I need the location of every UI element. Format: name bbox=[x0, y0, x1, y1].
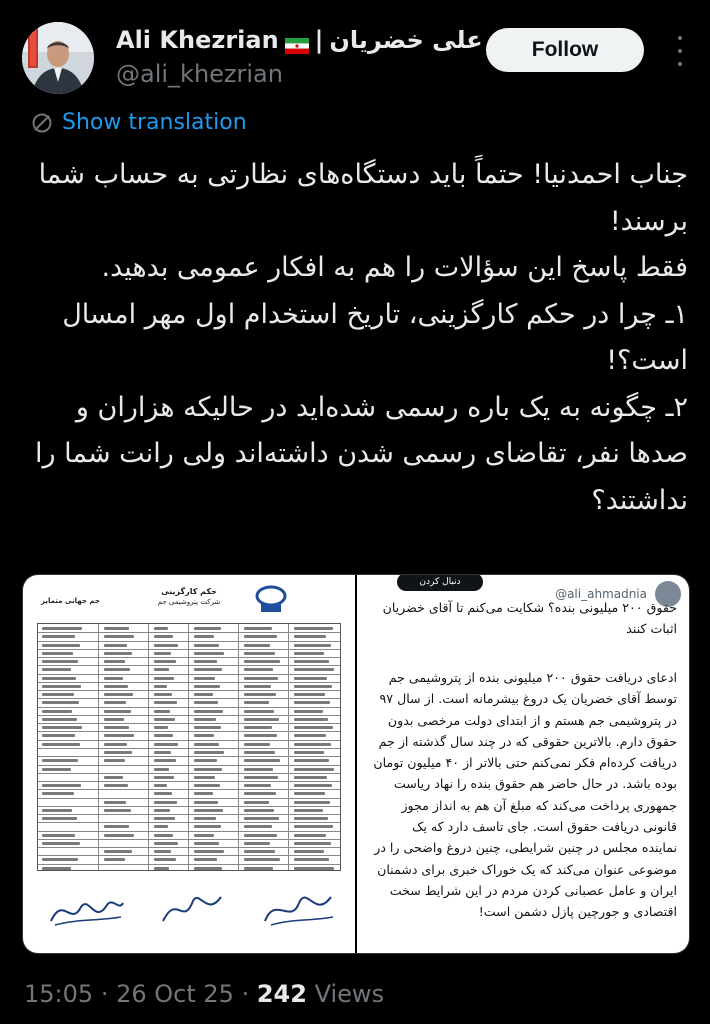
table-cell-text bbox=[194, 776, 215, 779]
document-table bbox=[37, 623, 341, 871]
table-cell-text bbox=[194, 784, 220, 787]
table-cell-text bbox=[294, 701, 330, 704]
table-cell-text bbox=[294, 644, 331, 647]
table-cell-text bbox=[294, 677, 327, 680]
show-translation-label[interactable]: Show translation bbox=[62, 110, 247, 135]
table-cell-text bbox=[194, 825, 221, 828]
table-cell-text bbox=[42, 660, 78, 663]
table-cell-text bbox=[42, 817, 77, 820]
table-cell-text bbox=[154, 668, 169, 671]
table-cell-text bbox=[154, 801, 177, 804]
table-cell-text bbox=[194, 718, 216, 721]
table-cell-text bbox=[42, 867, 71, 870]
table-cell-text bbox=[294, 867, 334, 870]
table-cell-text bbox=[154, 652, 171, 655]
table-cell-text bbox=[104, 685, 128, 688]
table-cell-text bbox=[194, 726, 221, 729]
table-rule bbox=[38, 773, 340, 774]
table-cell-text bbox=[244, 801, 269, 804]
table-cell-text bbox=[244, 825, 272, 828]
table-cell-text bbox=[244, 685, 271, 688]
table-rule bbox=[288, 624, 289, 870]
document-title: حکم کارگزینی bbox=[161, 587, 217, 596]
tweet-media[interactable] bbox=[22, 574, 690, 954]
views-label: Views bbox=[314, 980, 385, 1008]
table-rule bbox=[38, 715, 340, 716]
table-cell-text bbox=[194, 842, 219, 845]
table-cell-text bbox=[194, 751, 224, 754]
tweet-date[interactable]: 26 Oct 25 bbox=[116, 980, 234, 1008]
table-cell-text bbox=[194, 627, 221, 630]
table-rule bbox=[38, 806, 340, 807]
table-cell-text bbox=[154, 834, 173, 837]
table-cell-text bbox=[154, 858, 176, 861]
table-cell-text bbox=[104, 743, 127, 746]
table-cell-text bbox=[244, 710, 274, 713]
table-rule bbox=[38, 847, 340, 848]
table-cell-text bbox=[104, 858, 125, 861]
table-cell-text bbox=[42, 743, 80, 746]
table-cell-text bbox=[104, 834, 134, 837]
table-cell-text bbox=[194, 652, 224, 655]
table-cell-text bbox=[194, 867, 222, 870]
embedded-follow-button: دنبال کردن bbox=[397, 575, 483, 591]
table-cell-text bbox=[294, 751, 324, 754]
tweet-line: جناب احمدنیا! حتماً باید دستگاه‌های نظارتی به حساب شما برسند! bbox=[38, 159, 688, 237]
table-cell-text bbox=[294, 652, 324, 655]
table-rule bbox=[38, 731, 340, 732]
table-cell-text bbox=[294, 801, 330, 804]
table-rule bbox=[38, 641, 340, 642]
table-rule bbox=[38, 765, 340, 766]
table-cell-text bbox=[194, 858, 217, 861]
table-cell-text bbox=[154, 635, 173, 638]
table-cell-text bbox=[154, 759, 176, 762]
author-name-line[interactable] bbox=[116, 26, 483, 54]
table-cell-text bbox=[244, 652, 275, 655]
tweet-line: ۱ـ چرا در حکم کارگزینی، تاریخ استخدام اول مهر امسال است؟! bbox=[62, 298, 688, 376]
table-cell-text bbox=[244, 784, 271, 787]
document-image[interactable] bbox=[23, 575, 355, 953]
table-cell-text bbox=[104, 677, 123, 680]
table-cell-text bbox=[104, 668, 130, 671]
table-rule bbox=[38, 723, 340, 724]
table-cell-text bbox=[104, 784, 128, 787]
table-cell-text bbox=[244, 834, 277, 837]
table-rule bbox=[38, 789, 340, 790]
table-cell-text bbox=[154, 768, 169, 771]
table-cell-text bbox=[194, 768, 222, 771]
table-rule bbox=[38, 698, 340, 699]
table-cell-text bbox=[154, 850, 171, 853]
table-cell-text bbox=[154, 677, 174, 680]
embedded-heading bbox=[373, 597, 677, 640]
table-cell-text bbox=[42, 701, 79, 704]
table-cell-text bbox=[194, 759, 217, 762]
table-cell-text bbox=[194, 644, 219, 647]
follow-button[interactable]: Follow bbox=[486, 28, 644, 72]
table-cell-text bbox=[244, 726, 272, 729]
table-cell-text bbox=[294, 809, 323, 812]
table-cell-text bbox=[294, 627, 333, 630]
meta-dot: · bbox=[100, 980, 109, 1008]
table-cell-text bbox=[194, 693, 213, 696]
embedded-body bbox=[373, 667, 677, 923]
table-rule bbox=[188, 624, 189, 870]
table-cell-text bbox=[42, 726, 82, 729]
table-rule bbox=[38, 822, 340, 823]
table-cell-text bbox=[154, 644, 178, 647]
table-cell-text bbox=[104, 718, 124, 721]
views-count: 242 bbox=[256, 980, 307, 1008]
table-cell-text bbox=[154, 842, 178, 845]
table-cell-text bbox=[42, 792, 74, 795]
table-cell-text bbox=[194, 710, 223, 713]
translate-icon bbox=[30, 111, 54, 135]
table-rule bbox=[238, 624, 239, 870]
table-cell-text bbox=[244, 677, 278, 680]
table-rule bbox=[38, 855, 340, 856]
table-cell-text bbox=[104, 644, 127, 647]
tweet-meta bbox=[24, 980, 384, 1008]
table-cell-text bbox=[244, 751, 275, 754]
table-cell-text bbox=[104, 759, 125, 762]
table-cell-text bbox=[244, 842, 270, 845]
table-cell-text bbox=[194, 635, 214, 638]
table-cell-text bbox=[104, 710, 131, 713]
table-cell-text bbox=[154, 685, 167, 688]
table-rule bbox=[38, 665, 340, 666]
table-cell-text bbox=[244, 759, 280, 762]
table-cell-text bbox=[294, 834, 326, 837]
show-translation-link[interactable] bbox=[30, 110, 247, 135]
table-cell-text bbox=[294, 784, 332, 787]
table-cell-text bbox=[244, 817, 279, 820]
table-cell-text bbox=[244, 718, 279, 721]
table-cell-text bbox=[244, 792, 276, 795]
table-cell-text bbox=[104, 693, 133, 696]
table-rule bbox=[148, 624, 149, 870]
table-cell-text bbox=[294, 710, 323, 713]
author-name-fa[interactable]: علی خضریان bbox=[329, 26, 483, 54]
table-cell-text bbox=[194, 801, 218, 804]
tweet-text bbox=[26, 152, 688, 524]
table-cell-text bbox=[154, 817, 175, 820]
table-cell-text bbox=[42, 627, 82, 630]
table-cell-text bbox=[42, 759, 78, 762]
table-cell-text bbox=[104, 734, 134, 737]
more-icon[interactable] bbox=[670, 36, 690, 66]
table-rule bbox=[38, 632, 340, 633]
table-cell-text bbox=[294, 817, 328, 820]
iran-flag-icon bbox=[285, 32, 309, 48]
table-cell-text bbox=[154, 743, 178, 746]
signature-icon bbox=[157, 887, 227, 931]
table-cell-text bbox=[104, 751, 132, 754]
table-cell-text bbox=[104, 635, 134, 638]
name-separator: | bbox=[314, 26, 324, 54]
table-cell-text bbox=[244, 858, 280, 861]
table-cell-text bbox=[104, 627, 129, 630]
table-rule bbox=[38, 814, 340, 815]
table-cell-text bbox=[42, 858, 78, 861]
document-signatures bbox=[37, 877, 341, 943]
table-cell-text bbox=[194, 792, 213, 795]
table-cell-text bbox=[42, 677, 76, 680]
table-cell-text bbox=[42, 768, 71, 771]
document-subtitle: شرکت پتروشیمی جم bbox=[157, 598, 221, 606]
table-rule bbox=[38, 748, 340, 749]
embedded-body-text: ادعای دریافت حقوق ۲۰۰ میلیونی بنده از پتروشیمی جم توسط آقای خضریان یک دروغ بیشرمانه است. از سال ۹۷ در پتروشیمی جم هستم و از ابتدای دولت مرخصی بدون حقوق دارم. بالاترین حقوقی که در چند سال گذشته از جم دریافت کرده‌ام فکر نمی‌کنم حتی بالاتر از ۴۰ میلیون تومان بوده باشد. در حال حاضر هم حقوق بنده را نهاد ریاست جمهوری پرداخت می‌کند که مبلغ آن هم به انداز مجوز قانونی دریافت حقوق است. جای تاسف دارد که یک نماینده مجلس در چنین شرایطی، چنین دروغ واضحی را در موضوعی عنوان می‌کند که یک خوراک خبری برای دشمنان ایران و عامل عصبانی کردن مردم در این شرایط سخت اقتصادی و جورچین پازل دشمن است! bbox=[373, 670, 677, 920]
table-cell-text bbox=[244, 809, 274, 812]
table-cell-text bbox=[42, 784, 81, 787]
table-cell-text bbox=[244, 867, 273, 870]
table-cell-text bbox=[42, 685, 81, 688]
table-rule bbox=[38, 781, 340, 782]
table-cell-text bbox=[154, 734, 173, 737]
table-cell-text bbox=[294, 734, 326, 737]
tweet-line: ۲ـ چگونه به یک باره رسمی شده‌اید در حالیکه هزاران و صدها نفر، تقاضای رسمی شدن داشته‌اند ولی رانت شما را نداشتند؟ bbox=[35, 391, 688, 516]
table-rule bbox=[38, 839, 340, 840]
table-cell-text bbox=[294, 660, 329, 663]
table-cell-text bbox=[42, 809, 72, 812]
table-cell-text bbox=[294, 635, 326, 638]
table-cell-text bbox=[104, 726, 129, 729]
table-cell-text bbox=[154, 784, 167, 787]
table-cell-text bbox=[104, 809, 131, 812]
table-cell-text bbox=[244, 776, 278, 779]
table-rule bbox=[38, 740, 340, 741]
table-cell-text bbox=[194, 850, 224, 853]
table-cell-text bbox=[154, 792, 172, 795]
embedded-heading-text: حقوق ۲۰۰ میلیونی بنده؟ شکایت می‌کنم تا آقای خضریان اثبات کنند bbox=[382, 600, 677, 637]
table-cell-text bbox=[244, 627, 272, 630]
embedded-tweet-image[interactable] bbox=[357, 575, 689, 953]
table-cell-text bbox=[154, 825, 168, 828]
table-cell-text bbox=[42, 635, 75, 638]
table-cell-text bbox=[244, 768, 273, 771]
table-cell-text bbox=[154, 710, 170, 713]
table-cell-text bbox=[244, 644, 270, 647]
table-cell-text bbox=[104, 825, 129, 828]
table-rule bbox=[38, 798, 340, 799]
table-cell-text bbox=[194, 685, 220, 688]
table-cell-text bbox=[294, 825, 333, 828]
table-cell-text bbox=[42, 710, 72, 713]
table-cell-text bbox=[244, 693, 276, 696]
table-cell-text bbox=[42, 718, 77, 721]
table-cell-text bbox=[42, 842, 80, 845]
table-rule bbox=[38, 756, 340, 757]
table-cell-text bbox=[244, 850, 275, 853]
table-cell-text bbox=[194, 660, 217, 663]
table-cell-text bbox=[154, 726, 168, 729]
table-rule bbox=[38, 690, 340, 691]
signature-icon bbox=[261, 885, 337, 931]
table-cell-text bbox=[244, 701, 269, 704]
table-rule bbox=[38, 682, 340, 683]
table-cell-text bbox=[244, 635, 277, 638]
table-rule bbox=[38, 831, 340, 832]
table-cell-text bbox=[294, 685, 332, 688]
table-cell-text bbox=[294, 858, 329, 861]
table-cell-text bbox=[194, 817, 216, 820]
table-cell-text bbox=[194, 834, 214, 837]
table-cell-text bbox=[42, 652, 73, 655]
table-cell-text bbox=[154, 701, 177, 704]
table-cell-text bbox=[294, 768, 334, 771]
table-cell-text bbox=[244, 743, 270, 746]
table-cell-text bbox=[294, 743, 331, 746]
table-cell-text bbox=[104, 660, 125, 663]
table-cell-text bbox=[244, 660, 280, 663]
table-cell-text bbox=[294, 726, 333, 729]
table-rule bbox=[38, 707, 340, 708]
table-cell-text bbox=[104, 701, 126, 704]
table-cell-text bbox=[294, 792, 325, 795]
table-cell-text bbox=[294, 776, 327, 779]
author-handle[interactable]: @ali_khezrian bbox=[116, 60, 283, 88]
table-rule bbox=[38, 864, 340, 865]
table-cell-text bbox=[294, 718, 328, 721]
company-logo-icon bbox=[251, 584, 291, 614]
table-cell-text bbox=[104, 801, 126, 804]
table-cell-text bbox=[154, 660, 176, 663]
author-name[interactable]: Ali Khezrian bbox=[116, 26, 279, 54]
meta-dot: · bbox=[241, 980, 250, 1008]
table-cell-text bbox=[104, 652, 132, 655]
table-cell-text bbox=[194, 701, 218, 704]
document-header bbox=[37, 581, 341, 617]
table-cell-text bbox=[154, 751, 171, 754]
embedded-handle: @ali_ahmadnia bbox=[555, 587, 647, 601]
avatar[interactable] bbox=[22, 22, 94, 94]
table-cell-text bbox=[42, 834, 75, 837]
table-rule bbox=[38, 674, 340, 675]
table-cell-text bbox=[104, 850, 132, 853]
signature-icon bbox=[47, 891, 127, 931]
table-cell-text bbox=[104, 776, 123, 779]
table-cell-text bbox=[194, 668, 222, 671]
table-cell-text bbox=[294, 759, 329, 762]
table-cell-text bbox=[194, 743, 219, 746]
table-cell-text bbox=[244, 734, 277, 737]
table-cell-text bbox=[42, 668, 71, 671]
table-cell-text bbox=[154, 809, 170, 812]
table-cell-text bbox=[154, 693, 172, 696]
table-cell-text bbox=[42, 644, 80, 647]
table-rule bbox=[38, 649, 340, 650]
tweet-line: فقط پاسخ این سؤالات را هم به افکار عمومی بدهید. bbox=[101, 252, 688, 283]
table-cell-text bbox=[42, 693, 74, 696]
table-cell-text bbox=[154, 776, 174, 779]
table-cell-text bbox=[154, 718, 175, 721]
table-rule bbox=[38, 657, 340, 658]
table-rule bbox=[98, 624, 99, 870]
table-cell-text bbox=[294, 693, 325, 696]
table-cell-text bbox=[154, 867, 169, 870]
document-company: جم جهانی متمایز bbox=[41, 597, 100, 605]
table-cell-text bbox=[294, 842, 331, 845]
table-cell-text bbox=[194, 677, 215, 680]
tweet-time[interactable]: 15:05 bbox=[24, 980, 94, 1008]
table-cell-text bbox=[294, 668, 334, 671]
table-cell-text bbox=[194, 809, 223, 812]
table-cell-text bbox=[194, 734, 214, 737]
table-cell-text bbox=[244, 668, 273, 671]
table-cell-text bbox=[154, 627, 168, 630]
table-cell-text bbox=[42, 734, 75, 737]
table-cell-text bbox=[294, 850, 324, 853]
